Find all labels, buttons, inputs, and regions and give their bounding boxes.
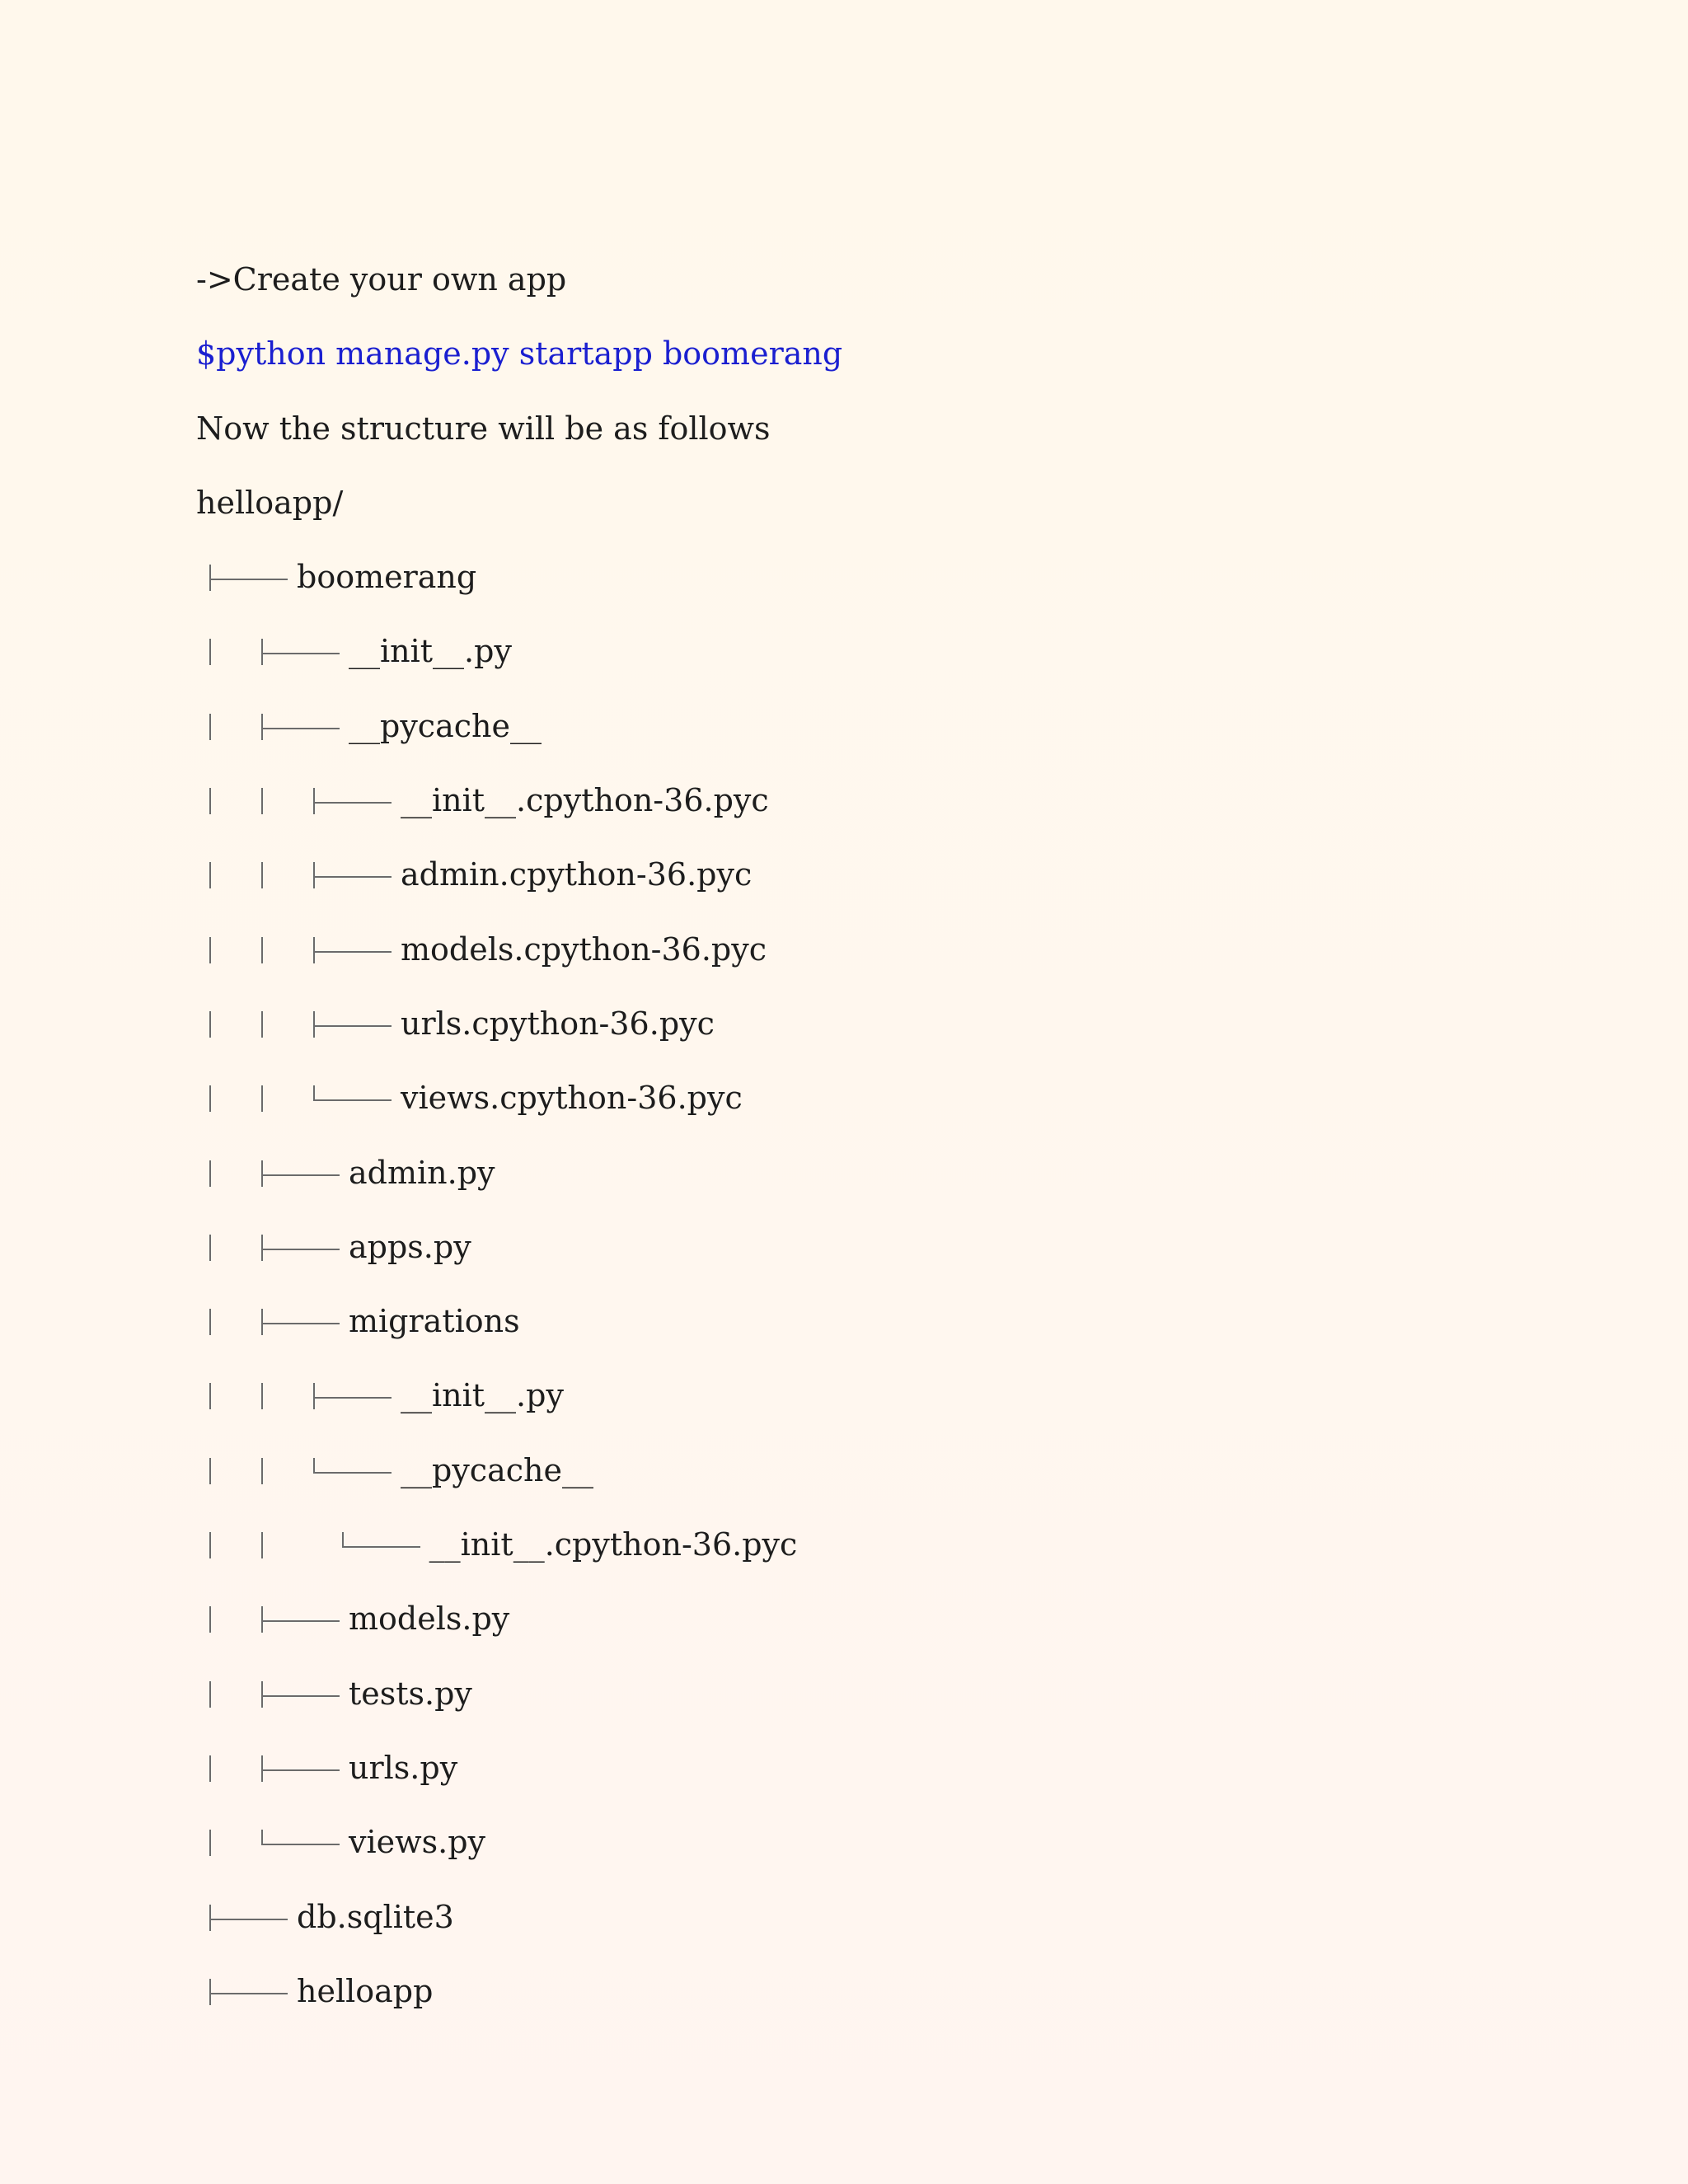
tree-guide-line	[209, 1160, 211, 1187]
structure-note: Now the structure will be as follows	[196, 410, 771, 447]
tree-guide-line	[261, 788, 263, 814]
tree-branch-connector	[261, 1606, 344, 1633]
tree-item-name: urls.py	[349, 1749, 458, 1786]
tree-item	[196, 1665, 1432, 1739]
tree-branch-connector	[261, 1160, 344, 1187]
tree-item	[196, 548, 1432, 622]
tree-item	[196, 1590, 1432, 1664]
tree-item-name: apps.py	[349, 1228, 471, 1265]
tree-item	[196, 1366, 1432, 1441]
tree-item	[196, 1069, 1432, 1143]
tree-branch-connector	[313, 1011, 396, 1038]
tree-item-name: views.py	[349, 1824, 486, 1861]
tree-item-name: boomerang	[297, 559, 477, 596]
tree-guide-line	[261, 1383, 263, 1409]
tree-guide-line	[209, 1755, 211, 1782]
tree-item-name: __init__.cpython-36.pyc	[429, 1526, 798, 1563]
tree-guide-line	[209, 1235, 211, 1261]
tree-item	[196, 1516, 1432, 1590]
tree-guide-line	[209, 1011, 211, 1038]
tree-item-name: helloapp	[297, 1972, 434, 2009]
tree-item	[196, 1292, 1432, 1366]
tree-branch-connector	[261, 1755, 344, 1782]
tree-item	[196, 995, 1432, 1069]
tree-item-name: migrations	[349, 1303, 520, 1340]
tree-branch-connector	[313, 788, 396, 814]
tree-item-name: models.cpython-36.pyc	[401, 930, 767, 968]
tree-branch-connector	[261, 1309, 344, 1335]
tree-guide-line	[209, 714, 211, 740]
startapp-command: $python manage.py startapp boomerang	[196, 335, 843, 373]
tree-guide-line	[209, 1309, 211, 1335]
tree-branch-connector	[313, 937, 396, 963]
tree-item	[196, 846, 1432, 920]
tree-guide-line	[209, 639, 211, 665]
tree-item	[196, 1441, 1432, 1516]
tree-end-connector	[261, 1830, 344, 1856]
tree-branch-connector	[209, 1979, 292, 2005]
tree-guide-line	[261, 937, 263, 963]
tree-branch-connector	[261, 714, 344, 740]
tree-item-name: __pycache__	[401, 1451, 593, 1488]
tree-guide-line	[209, 1830, 211, 1856]
tree-item	[196, 1144, 1432, 1218]
tree-item-name: __init__.cpython-36.pyc	[401, 782, 769, 819]
tree-item-name: tests.py	[349, 1675, 472, 1712]
tree-branch-connector	[313, 862, 396, 888]
tree-branch-connector	[209, 565, 292, 591]
tree-guide-line	[209, 1383, 211, 1409]
tree-branch-connector	[209, 1905, 292, 1931]
tree-item-name: models.py	[349, 1601, 510, 1638]
tree-end-connector	[313, 1458, 396, 1484]
document-content	[196, 251, 1432, 2036]
tree-guide-line	[209, 862, 211, 888]
tree-guide-line	[261, 862, 263, 888]
section-heading: ->Create your own app	[196, 261, 567, 298]
tree-item-name: views.cpython-36.pyc	[401, 1080, 743, 1117]
tree-guide-line	[209, 937, 211, 963]
tree-item-name: __init__.py	[401, 1377, 564, 1414]
tree-item	[196, 1218, 1432, 1292]
tree-guide-line	[209, 1532, 211, 1558]
tree-branch-connector	[313, 1383, 396, 1409]
tree-end-connector	[342, 1532, 424, 1558]
tree-branch-connector	[261, 1681, 344, 1708]
tree-item-name: urls.cpython-36.pyc	[401, 1005, 715, 1042]
tree-item	[196, 921, 1432, 995]
tree-item	[196, 1739, 1432, 1813]
tree-root: helloapp/	[196, 484, 344, 521]
tree-item	[196, 1813, 1432, 1887]
directory-tree	[196, 548, 1432, 2036]
tree-guide-line	[209, 788, 211, 814]
tree-item	[196, 1888, 1432, 1962]
tree-guide-line	[209, 1458, 211, 1484]
tree-guide-line	[261, 1532, 263, 1558]
tree-item	[196, 622, 1432, 696]
tree-guide-line	[261, 1011, 263, 1038]
tree-branch-connector	[261, 639, 344, 665]
tree-item-name: __pycache__	[349, 707, 542, 744]
tree-item-name: __init__.py	[349, 633, 512, 670]
tree-item-name: admin.cpython-36.pyc	[401, 856, 753, 893]
tree-item-name: db.sqlite3	[297, 1898, 454, 1935]
tree-item	[196, 697, 1432, 771]
tree-item-name: admin.py	[349, 1154, 495, 1191]
tree-guide-line	[261, 1458, 263, 1484]
tree-branch-connector	[261, 1235, 344, 1261]
tree-end-connector	[313, 1085, 396, 1112]
tree-guide-line	[209, 1085, 211, 1112]
tree-item	[196, 771, 1432, 846]
tree-guide-line	[209, 1681, 211, 1708]
tree-item	[196, 1962, 1432, 2036]
tree-guide-line	[209, 1606, 211, 1633]
tree-guide-line	[261, 1085, 263, 1112]
